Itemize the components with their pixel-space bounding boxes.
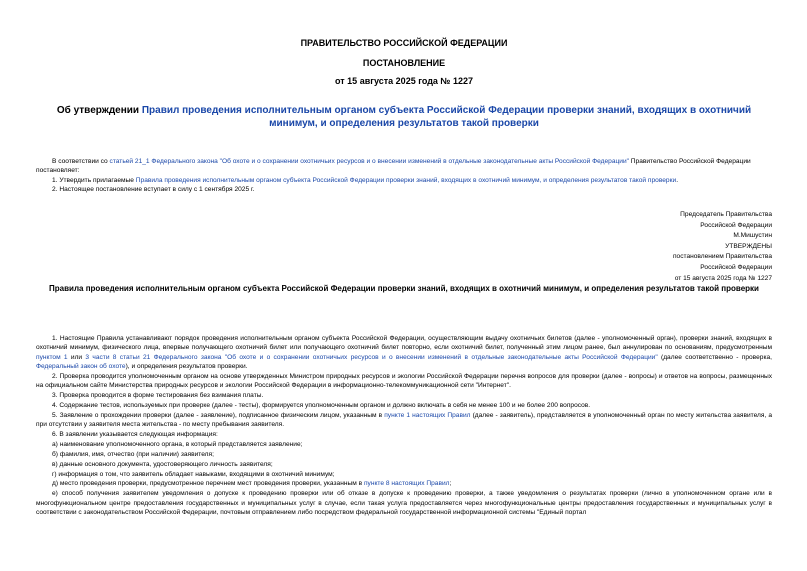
issuing-authority: ПРАВИТЕЛЬСТВО РОССИЙСКОЙ ФЕДЕРАЦИИ	[300, 38, 508, 48]
rule-text: 5. Заявление о прохождении проверки (далее - заявление), подписанное физическим лицом, указанным в	[52, 411, 385, 419]
clause-text: 1. Утвердить прилагаемые	[52, 176, 136, 184]
signer-position-country: Российской Федерации	[700, 221, 772, 229]
signature-block	[572, 210, 772, 284]
rules-point-8-link[interactable]: пункте 8 настоящих Правил	[363, 480, 450, 488]
rule-1	[36, 334, 772, 371]
rule-text: (далее - заявитель), представляется в уполномоченный орган по месту жительства заявителя, а при отсутствии у заявителя места жительства - по месту пребывания заявителя.	[36, 411, 773, 429]
rules-body	[36, 334, 772, 518]
preamble-text: В соответствии со	[52, 158, 110, 165]
clause-1	[36, 176, 772, 185]
clause-text: .	[676, 176, 679, 184]
rule-text: ), и определения результатов проверки.	[125, 362, 248, 370]
resolve-word: постановляет:	[36, 167, 80, 175]
title-rules-link[interactable]: Правил проведения исполнительным органом субъекта Российской Федерации проверки знаний, входящих в охотничий минимум, и определения результатов такой проверки	[141, 105, 752, 129]
rule-text: или	[67, 353, 86, 361]
rule-6d	[36, 479, 772, 488]
rule-5	[36, 411, 772, 430]
approval-country: Российской Федерации	[700, 263, 772, 271]
rule-2: 2. Проверка проводится уполномоченным органом на основе утвержденных Министром природных ресурсов и экологии Российской Федерации перечня вопросов для проверки (далее - вопросы) и ответов на вопросы, размещенных на официальном сайте Министерства природных ресурсов и экологии Российской Федерации в информационно-телекоммуникационной сети "Интернет".	[36, 372, 772, 390]
preamble-text: Правительство Российской Федерации	[628, 158, 751, 165]
preamble	[36, 157, 772, 194]
rule-text: д) место проведения проверки, предусмотренное перечнем мест проведения проверки, указанным в	[52, 480, 364, 488]
approval-by: постановлением Правительства	[672, 253, 772, 261]
title-prefix: Об утверждении	[56, 105, 142, 116]
hunting-law-link[interactable]: Федеральный закон об охоте	[36, 362, 126, 370]
rule-6: 6. В заявлении указывается следующая информация:	[52, 430, 218, 438]
law-article-link[interactable]: статьей 21_1 Федерального закона "Об охоте и о сохранении охотничьих ресурсов и о внесении изменений в отдельные законодательные акты Российской Федерации"	[109, 158, 629, 165]
approved-rules-link[interactable]: Правила проведения исполнительным органом субъекта Российской Федерации проверки знаний, входящих в охотничий минимум, и определения результатов такой проверки	[135, 176, 677, 184]
approval-date: от 15 августа 2025 года № 1227	[674, 274, 772, 282]
approval-stamp: УТВЕРЖДЕНЫ	[725, 242, 772, 250]
rule-6b: б) фамилия, имя, отчество (при наличии) заявителя;	[52, 450, 214, 458]
document-type: ПОСТАНОВЛЕНИЕ	[362, 58, 446, 68]
rule-6g: г) информация о том, что заявитель обладает навыками, входящими в охотничий минимум;	[52, 470, 335, 478]
point-1-link[interactable]: пунктом 1	[36, 353, 68, 361]
law-point-3-link[interactable]: 3 части 8 статьи 21 Федерального закона "Об охоте и о сохранении охотничьих ресурсов и о внесении изменений в отдельные законодательные акты Российской Федерации"	[85, 353, 658, 361]
rule-3: 3. Проверка проводится в форме тестирования без взимания платы.	[52, 391, 264, 399]
rule-text: (далее соответственно - проверка,	[657, 353, 772, 361]
rule-4: 4. Содержание тестов, используемых при проверке (далее - тесты), формируется уполномоченным органом и должно включать в себя не менее 100 и не более 200 вопросов.	[52, 401, 591, 409]
signer-position: Председатель Правительства	[680, 211, 772, 218]
document-date-number: от 15 августа 2025 года № 1227	[335, 76, 473, 86]
signer-name: М.Мишустин	[733, 232, 772, 240]
rules-point-1-link[interactable]: пункте 1 настоящих Правил	[384, 411, 471, 419]
rule-6e: е) способ получения заявителем уведомления о допуске к проведению проверки или об отказе в допуске к проведению проверки, а также уведомления о результатах проверки (лично в уполномоченном органе или в многофункциональном центре предоставления государственных и муниципальных услуг в случае, если такая услуга предоставляется через многофункциональные центры предоставления государственных и муниципальных услуг в соответствии с законодательством Российской Федерации, почтовым отправлением либо посредством федеральной государственной информационной системы "Единый портал	[36, 490, 772, 516]
rules-title: Правила проведения исполнительным органом субъекта Российской Федерации проверки знаний, входящих в охотничий минимум, и определения результатов такой проверки	[49, 284, 759, 293]
rule-6a: а) наименование уполномоченного органа, в который представляется заявление;	[52, 440, 303, 448]
document-title	[36, 104, 772, 130]
rule-6v: в) данные основного документа, удостоверяющего личность заявителя;	[52, 460, 273, 468]
preamble-paragraph	[36, 157, 772, 166]
clause-2: 2. Настоящее постановление вступает в силу с 1 сентября 2025 г.	[52, 185, 255, 193]
rule-text: 1. Настоящие Правила устанавливают порядок проведения исполнительным органом субъекта Российской Федерации, осуществляющим выдачу охотничьих билетов (далее - уполномоченный орган), проверки знаний, входящих в охотничий минимум, физического лица, впервые получающего охотничий билет или получающего охотничий билет повторно, если охотничий билет, полученный этим лицом ранее, был аннулирован по основаниям, предусмотренным	[36, 335, 772, 352]
rule-text: ;	[449, 480, 452, 488]
